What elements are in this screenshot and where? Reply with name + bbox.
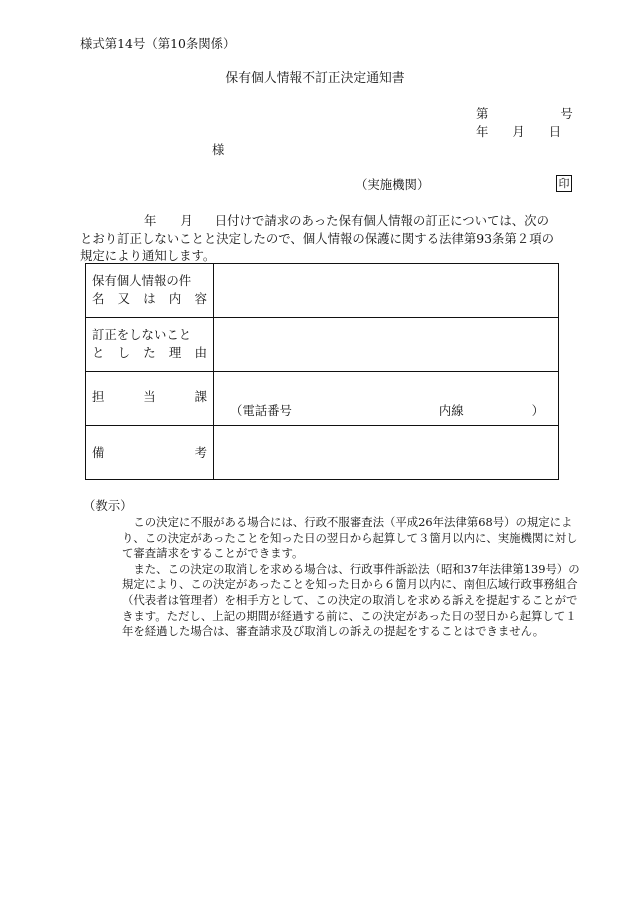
label-char: 当 (143, 389, 156, 404)
instruction-paragraph-1: この決定に不服がある場合には、行政不服審査法（平成26年法律第68号）の規定により、この決定があったことを知った日の翌日から起算して３箇月以内に、実施機関に対して審査請求をすることができます。 (122, 515, 578, 561)
date-day: 日 (548, 124, 562, 139)
label-item-name (86, 264, 214, 318)
extension-label: 内線 (438, 403, 464, 418)
table-row-item-name (86, 264, 559, 318)
label-line: 保有個人情報の件 (92, 273, 192, 288)
intro-line1-rest: 日付けで請求のあった保有個人情報の訂正については、次の (214, 213, 549, 228)
document-title: 保有個人情報不訂正決定通知書 (225, 71, 405, 86)
label-line-spaced (92, 388, 207, 406)
document-number-line (476, 108, 573, 120)
agency-label: （実施機関） (355, 177, 430, 192)
label-line-spaced (92, 344, 207, 362)
value-remarks (214, 426, 559, 480)
details-table (85, 263, 559, 480)
table-row-department (86, 372, 559, 426)
label-char: 由 (194, 345, 207, 360)
label-char: 容 (194, 291, 207, 306)
intro-month: 月 (180, 213, 193, 228)
intro-year: 年 (144, 213, 157, 228)
label-char: た (143, 345, 156, 360)
instruction-label: （教示） (83, 498, 133, 513)
intro-line-3: 規定により通知します。 (80, 248, 216, 263)
label-char: 理 (168, 345, 182, 360)
phone-close-paren: ） (531, 403, 544, 418)
intro-line-1 (80, 212, 580, 230)
instruction-body (122, 515, 582, 640)
label-char: は (143, 291, 156, 306)
label-char: 考 (194, 445, 207, 460)
label-reason (86, 318, 214, 372)
number-suffix: 号 (560, 106, 573, 121)
value-reason (214, 318, 559, 372)
label-char: 名 (92, 291, 105, 306)
intro-line-2: とおり訂正しないことと決定したので、個人情報の保護に関する法律第93条第２項の (80, 230, 554, 246)
label-char: 担 (92, 389, 105, 404)
table-row-reason (86, 318, 559, 372)
label-line: 訂正をしないこと (92, 327, 192, 342)
label-char: 内 (168, 291, 182, 306)
number-prefix: 第 (476, 106, 489, 121)
label-char: 又 (117, 291, 131, 306)
date-year: 年 (476, 124, 489, 139)
form-number: 様式第14号（第10条関係） (80, 36, 236, 51)
label-char: と (92, 345, 105, 360)
intro-paragraph (80, 212, 580, 265)
date-line (476, 126, 561, 138)
date-month: 月 (512, 124, 525, 139)
label-char: 備 (92, 445, 105, 460)
label-department (86, 372, 214, 426)
label-char: 課 (194, 389, 207, 404)
label-char: し (117, 345, 131, 360)
label-line-spaced (92, 444, 207, 462)
label-line-spaced (92, 290, 207, 308)
instruction-paragraph-2: また、この決定の取消しを求める場合は、行政事件訴訟法（昭和37年法律第139号）の規定により、この決定があったことを知った日から６箇月以内に、南但広域行政事務組合（代表者は管理者）を相手方として、この決定の取消しを求める訴えを提起することができます。ただし、上記の期間が経過する前に、この決定があった日の翌日から起算して１年を経過した場合は、審査請求及び取消しの訴えの提起をすることはできません。 (122, 561, 580, 639)
seal-box: 印 (556, 175, 572, 192)
value-item-name (214, 264, 559, 318)
addressee-suffix: 様 (212, 142, 225, 157)
table-row-remarks (86, 426, 559, 480)
label-remarks (86, 426, 214, 480)
value-department (214, 372, 559, 426)
phone-line (214, 401, 558, 419)
phone-label: （電話番号 (230, 403, 292, 418)
